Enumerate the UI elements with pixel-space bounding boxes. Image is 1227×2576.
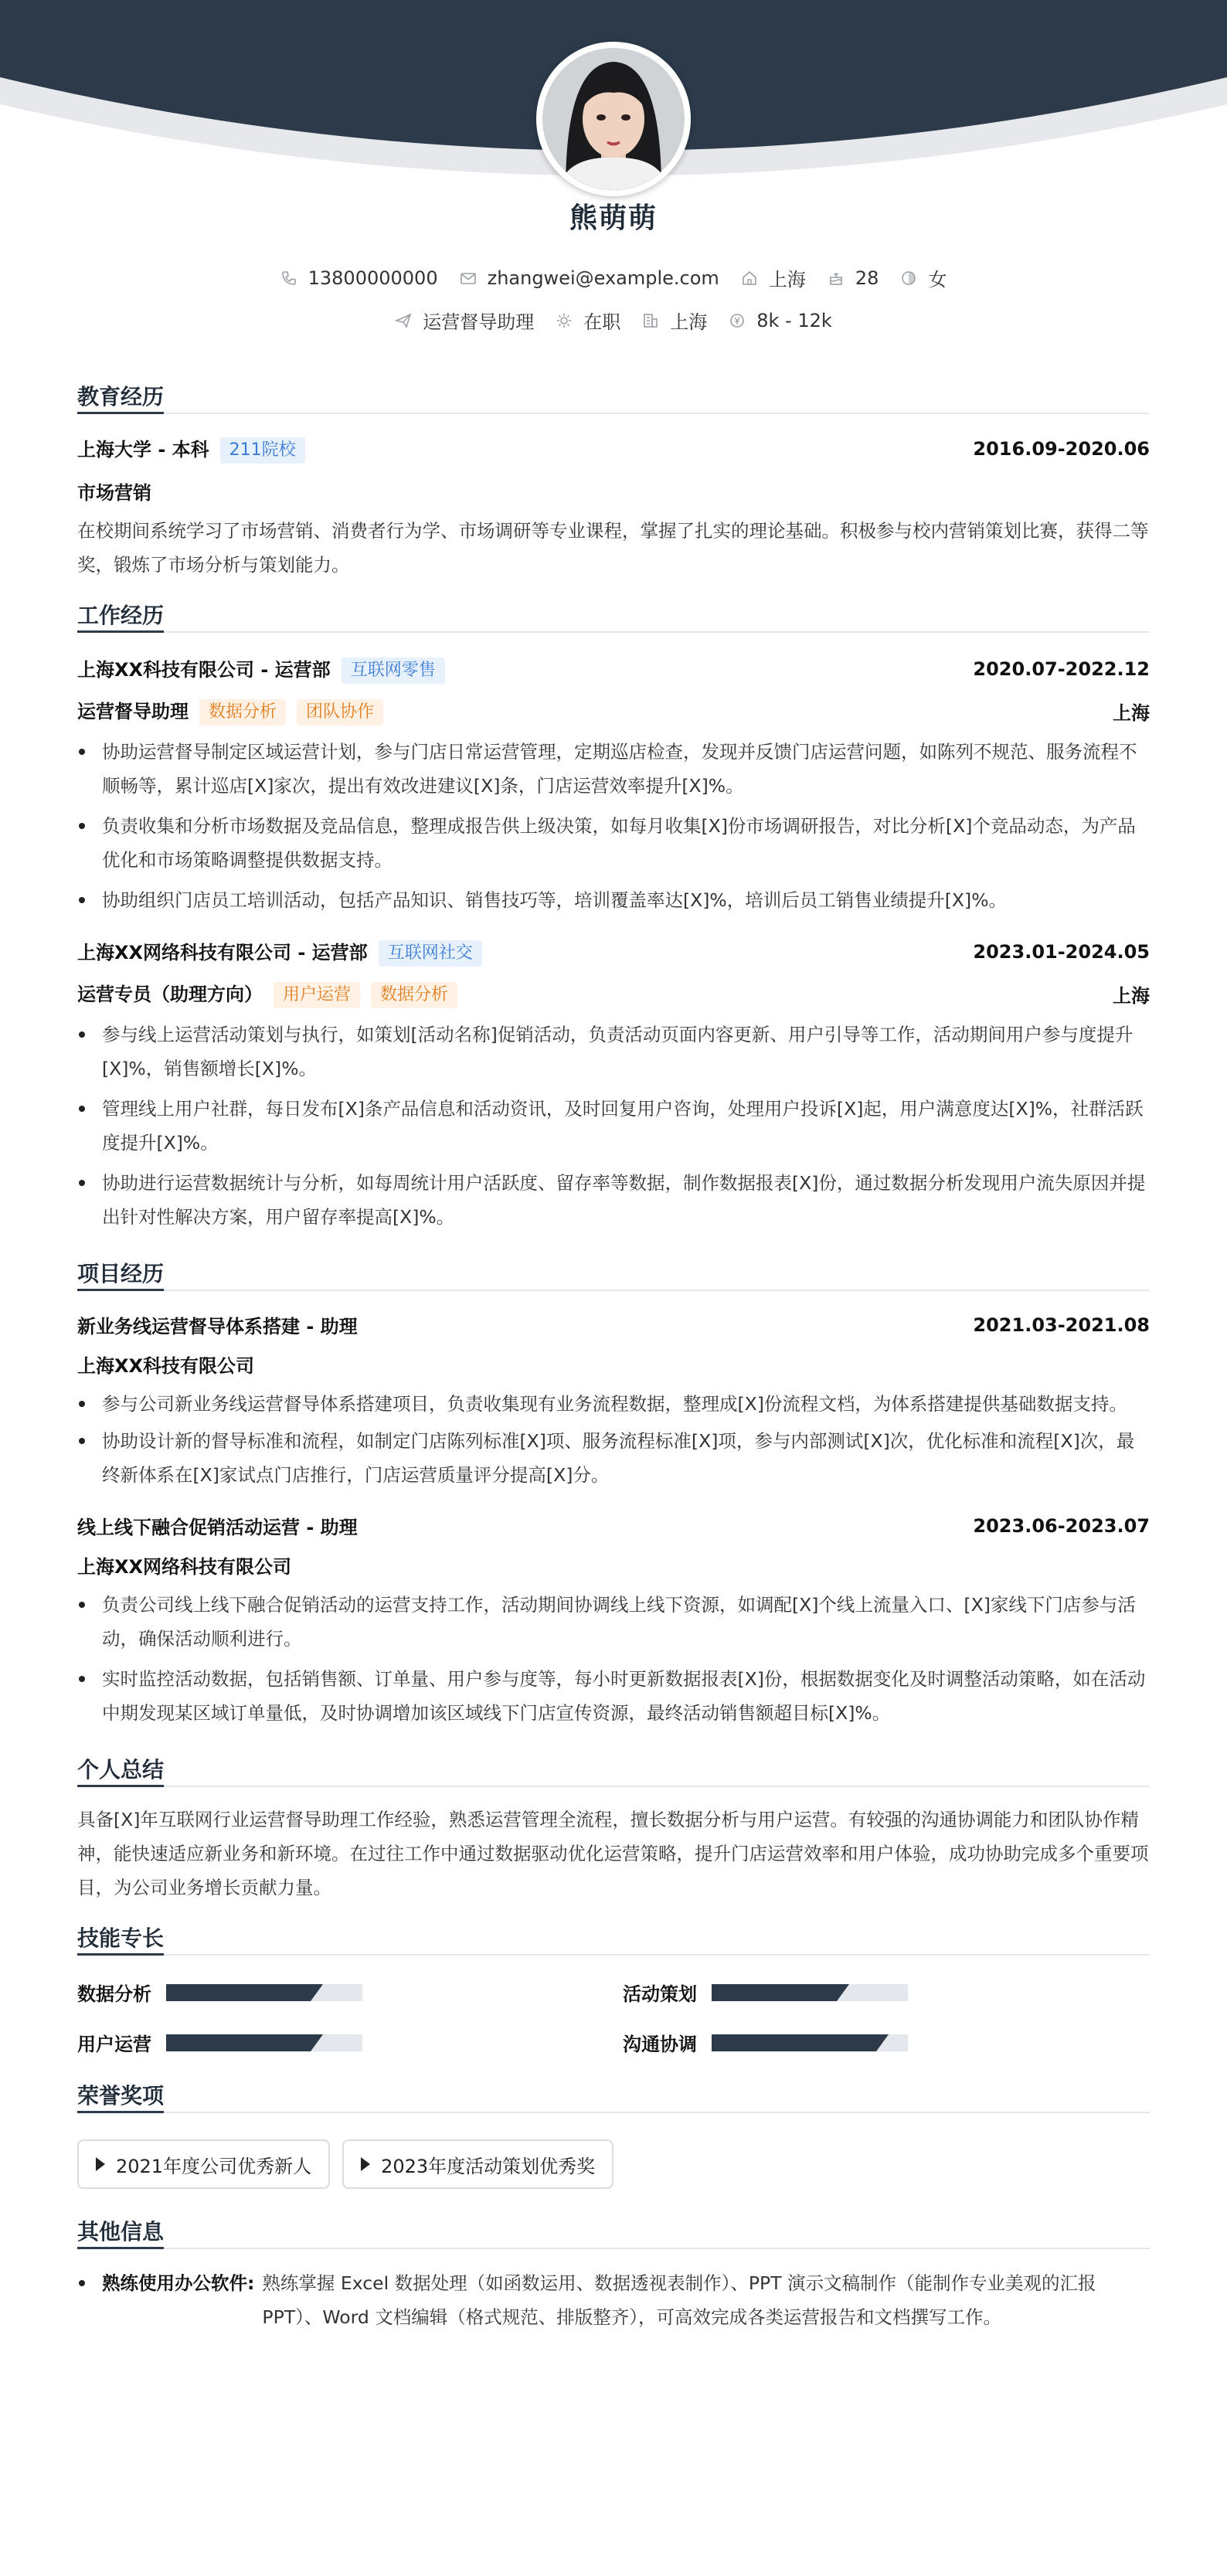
skill-bar-fill (166, 2034, 311, 2051)
money-icon (729, 312, 746, 329)
skill-bar-fill (166, 1984, 311, 2001)
salary-item (729, 310, 832, 331)
work-bullets (77, 1018, 1150, 1234)
summary-text: 具备[X]年互联网行业运营督导助理工作经验，熟悉运营管理全流程，擅长数据分析与用户运营。有较强的沟通协调能力和团队协作精神，能快速适应新业务和新环境。在过往工作中通过数据驱动优化运营策略，提升门店运营效率和用户体验，成功协助完成多个重要项目，为公司业务增长贡献力量。 (77, 1809, 1149, 1898)
award-text: 2021年度公司优秀新人 (116, 2155, 312, 2177)
triangle-icon (96, 2157, 105, 2171)
list-item: 负责收集和分析市场数据及竞品信息，整理成报告供上级决策，如每月收集[X]份市场调研报告，对比分析[X]个竞品动态，为产品优化和市场策略调整提供数据支持。 (77, 809, 1150, 877)
project-entry (77, 1311, 1150, 1492)
project-name: 线上线下融合促销活动运营 - 助理 (77, 1517, 358, 1538)
city-item (741, 264, 806, 291)
skill-bar-fill (712, 1984, 837, 2001)
skill-tag: 用户运营 (274, 982, 360, 1008)
list-item: 管理线上用户社群，每日发布[X]条产品信息和活动资讯，及时回复用户咨询，处理用户投诉[X]起，用户满意度达[X]%，社群活跃度提升[X]%。 (77, 1092, 1150, 1160)
avatar (542, 48, 685, 190)
list-item: 协助运营督导制定区域运营计划，参与门店日常运营管理，定期巡店检查，发现并反馈门店运营问题，如陈列不规范、服务流程不顺畅等，累计巡店[X]家次，提出有效改进建议[X]条，门店运营效率提升[X]%。 (77, 735, 1150, 803)
education-entry-head (77, 434, 1150, 464)
summary-section-title: 个人总结 (77, 1753, 1150, 1787)
other-section-title: 其他信息 (77, 2215, 1150, 2249)
award-text: 2023年度活动策划优秀奖 (381, 2155, 596, 2177)
home-icon (741, 270, 758, 287)
skill-item (623, 2029, 1150, 2056)
skill-name: 数据分析 (77, 1983, 151, 2005)
target-city-item (642, 307, 707, 334)
work-date: 2023.01-2024.05 (973, 941, 1150, 963)
work-bullets (77, 735, 1150, 917)
skills-section-title: 技能专长 (77, 1922, 1150, 1956)
education-major: 市场营销 (77, 482, 151, 504)
skill-item (77, 2029, 623, 2056)
contact-info-row (0, 264, 1227, 291)
project-entry-head (77, 1512, 1150, 1539)
salary-text: 8k - 12k (756, 309, 832, 331)
work-role: 运营督导助理 (77, 701, 189, 722)
resume-body (77, 380, 1150, 2334)
list-item: 参与公司新业务线运营督导体系搭建项目，负责收集现有业务流程数据，整理成[X]份流程文档，为体系搭建提供基础数据支持。 (77, 1387, 1150, 1421)
send-icon (395, 312, 412, 329)
work-entry-head (77, 937, 1150, 967)
project-bullets (77, 1588, 1150, 1730)
skill-bar (712, 2034, 908, 2051)
skill-bar (166, 1984, 362, 2001)
work-company: 上海XX科技有限公司 - 运营部 (77, 659, 331, 681)
status-text: 在职 (583, 311, 621, 333)
skill-name: 活动策划 (623, 1983, 697, 2005)
project-entry (77, 1512, 1150, 1730)
education-date: 2016.09-2020.06 (973, 438, 1150, 460)
age-icon (828, 270, 845, 287)
project-company: 上海XX科技有限公司 (77, 1355, 255, 1377)
skill-tag: 团队协作 (297, 699, 383, 726)
work-role-row (77, 696, 1150, 726)
avatar-frame (536, 42, 691, 196)
status-icon (556, 312, 573, 329)
project-date: 2023.06-2023.07 (973, 1514, 1150, 1537)
school-tag: 211院校 (220, 437, 305, 464)
other-value: 熟练掌握 Excel 数据处理（如函数运用、数据透视表制作）、PPT 演示文稿制作（能制作专业美观的汇报 PPT）、Word 文档编辑（格式规范、排版整齐），可高效完成各类运营报告和文档撰写工作。 (262, 2272, 1096, 2328)
skill-tag: 数据分析 (371, 982, 457, 1008)
work-company: 上海XX网络科技有限公司 - 运营部 (77, 942, 368, 963)
age-item (828, 267, 879, 289)
list-item: 负责公司线上线下融合促销活动的运营支持工作，活动期间协调线上线下资源，如调配[X]个线上流量入口、[X]家线下门店参与活动，确保活动顺利进行。 (77, 1588, 1150, 1656)
gender-icon (900, 270, 917, 287)
work-date: 2020.07-2022.12 (973, 658, 1150, 680)
other-info-item (77, 2266, 1150, 2334)
list-item: 实时监控活动数据，包括销售额、订单量、用户参与度等，每小时更新数据报表[X]份，根据数据变化及时调整活动策略，如在活动中期发现某区域订单量低，及时协调增加该区域线下门店宣传资源，最终活动销售额超目标[X]%。 (77, 1662, 1150, 1730)
city-text: 上海 (768, 269, 806, 291)
project-company: 上海XX网络科技有限公司 (77, 1556, 292, 1578)
position-item (395, 307, 534, 334)
mail-icon (460, 270, 477, 287)
job-intent-row (0, 307, 1227, 334)
skill-item (623, 1979, 1150, 2006)
phone-item (280, 267, 438, 289)
email-text: zhangwei@example.com (487, 267, 719, 289)
project-date: 2021.03-2021.08 (973, 1313, 1150, 1336)
work-entry (77, 937, 1150, 1234)
candidate-name: 熊萌萌 (569, 202, 658, 234)
email-item (460, 267, 719, 289)
work-city: 上海 (1113, 984, 1150, 1007)
list-item: 协助进行运营数据统计与分析，如每周统计用户活跃度、留存率等数据，制作数据报表[X]份，通过数据分析发现用户流失原因并提出针对性解决方案，用户留存率提高[X]%。 (77, 1166, 1150, 1234)
position-text: 运营督导助理 (423, 311, 535, 333)
phone-icon (280, 270, 297, 287)
award-badge (342, 2139, 614, 2189)
skill-name: 用户运营 (77, 2034, 151, 2055)
education-section-title: 教育经历 (77, 380, 1150, 414)
skill-bar (712, 1984, 908, 2001)
project-name: 新业务线运营督导体系搭建 - 助理 (77, 1316, 358, 1337)
list-item: 协助设计新的督导标准和流程，如制定门店陈列标准[X]项、服务流程标准[X]项，参与内部测试[X]次，优化标准和流程[X]次，最终新体系在[X]家试点门店推行，门店运营质量评分提高[X]分。 (77, 1424, 1150, 1492)
skill-bar (166, 2034, 362, 2051)
gender-text: 女 (928, 269, 947, 291)
school-name: 上海大学 - 本科 (77, 439, 209, 460)
work-city: 上海 (1113, 702, 1150, 724)
work-role: 运营专员（助理方向） (77, 984, 263, 1005)
awards-section-title: 荣誉奖项 (77, 2079, 1150, 2113)
industry-tag: 互联网零售 (342, 658, 445, 684)
phone-text: 13800000000 (308, 267, 438, 289)
work-entry (77, 654, 1150, 917)
award-badge (77, 2139, 330, 2189)
awards-list (77, 2139, 1150, 2189)
project-section-title: 项目经历 (77, 1257, 1150, 1291)
skills-grid (77, 1979, 1150, 2056)
skill-bar-fill (712, 2034, 876, 2051)
status-item (556, 307, 620, 334)
list-item: 协助组织门店员工培训活动，包括产品知识、销售技巧等，培训覆盖率达[X]%，培训后员工销售业绩提升[X]%。 (77, 883, 1150, 917)
building-icon (642, 312, 659, 329)
project-entry-head (77, 1311, 1150, 1338)
industry-tag: 互联网社交 (379, 940, 482, 967)
other-label: 熟练使用办公软件: (102, 2272, 255, 2294)
work-role-row (77, 979, 1150, 1008)
skill-name: 沟通协调 (623, 2034, 697, 2055)
age-text: 28 (855, 267, 879, 289)
work-entry-head (77, 654, 1150, 684)
skill-item (77, 1979, 623, 2006)
education-desc: 在校期间系统学习了市场营销、消费者行为学、市场调研等专业课程，掌握了扎实的理论基础。积极参与校内营销策划比赛，获得二等奖，锻炼了市场分析与策划能力。 (77, 520, 1149, 576)
work-section-title: 工作经历 (77, 599, 1150, 633)
target-city-text: 上海 (670, 311, 708, 333)
triangle-icon (361, 2157, 370, 2171)
skill-tag: 数据分析 (199, 699, 286, 726)
gender-item (900, 264, 947, 291)
list-item: 参与线上运营活动策划与执行，如策划[活动名称]促销活动，负责活动页面内容更新、用户引导等工作，活动期间用户参与度提升[X]%，销售额增长[X]%。 (77, 1018, 1150, 1086)
project-bullets (77, 1387, 1150, 1492)
